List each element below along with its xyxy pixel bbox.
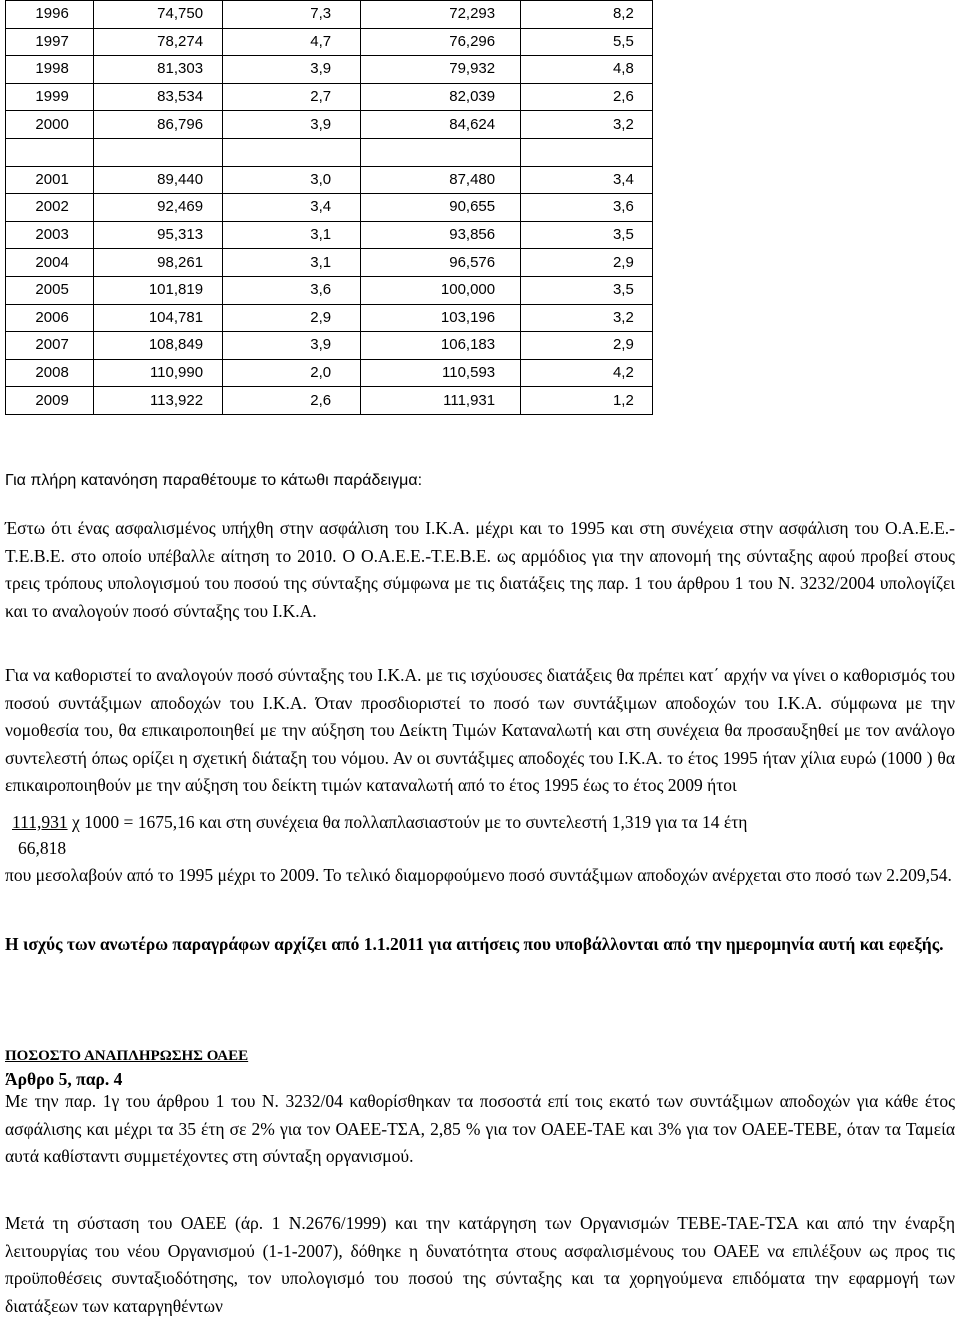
table-row [6,304,653,332]
table-cell [360,387,520,415]
table-cell-value: 3,4 [310,198,332,216]
table-cell-value: 2,6 [612,88,634,106]
table-cell-value: 110,593 [442,364,496,382]
table-cell-value: 104,781 [148,308,204,326]
table-row [6,28,653,56]
table-cell [222,387,360,415]
table-row [6,166,653,194]
table-cell [360,28,520,56]
table-cell [94,276,222,304]
table-cell [520,359,652,387]
table-cell [520,83,652,111]
table-cell [222,111,360,139]
table-cell [222,304,360,332]
table-cell-value: 2005 [35,281,69,299]
table-cell-value: 2003 [35,226,69,244]
table-cell-value: 8,2 [612,5,634,23]
table-cell [6,1,94,29]
table-cell [6,56,94,84]
table-row [6,56,653,84]
table-cell [6,83,94,111]
formula-numerator: 111,931 [12,812,68,832]
table-cell [94,83,222,111]
table-cell [222,332,360,360]
table-cell-value: 3,4 [612,170,634,188]
table-cell [94,387,222,415]
table-cell-value: 3,0 [310,170,332,188]
table-cell-value: 1999 [35,88,69,106]
table-cell [94,166,222,194]
table-cell-value: 78,274 [157,32,204,50]
example-paragraph: Έστω ότι ένας ασφαλισμένος υπήχθη στην ασφάλιση του Ι.Κ.Α. μέχρι και το 1995 και στη συνέχεια στην ασφάλιση του Ο.Α.Ε.Ε.-Τ.Ε.Β.Ε. στο οποίο υπέβαλλε αίτηση το 2010. Ο Ο.Α.Ε.Ε.-Τ.Ε.Β.Ε. ως αρμόδιος για την απονομή της σύνταξης αφού προβεί στους τρεις τρόπους υπολογισμού του ποσού της σύνταξης σύμφωνα με τις διατάξεις της παρ. 1 του άρθρου 1 του Ν. 3232/2004 υπολογίζει και το αναλογούν ποσό σύνταξης του Ι.Κ.Α. [5,518,955,621]
table-cell-value: 3,2 [612,115,634,133]
table-cell [520,28,652,56]
table-cell [222,1,360,29]
table-cell [6,111,94,139]
intro-text: Για πλήρη κατανόηση παραθέτουμε το κάτωθι παράδειγμα: [5,472,423,489]
table-cell-value: 3,5 [612,226,634,244]
table-row [6,387,653,415]
table-cell-value: 111,931 [443,391,496,409]
table-cell-value: 3,1 [310,253,332,271]
table-cell [360,166,520,194]
table-cell [520,194,652,222]
table-cell [222,194,360,222]
table-cell [94,111,222,139]
table-cell [520,276,652,304]
table-cell-value: 81,303 [157,60,204,78]
table-cell-value: 2,6 [310,391,332,409]
article-paragraph: Με την παρ. 1γ του άρθρου 1 του Ν. 3232/04 καθορίσθηκαν τα ποσοστά επί τοις εκατό των συντάξιμων αποδοχών για κάθε έτος ασφάλισης και μέχρι τα 35 έτη σε 2% για τον ΟΑΕΕ-ΤΣΑ, 2,85 % για τον ΟΑΕΕ-ΤΑΕ και 3% για τον ΟΑΕΕ-ΤΕΒΕ, όταν τα Ταμεία αυτά καθίσταντι συμμετέχοντες στη σύνταξη οργανισμού. [5,1091,955,1166]
table-cell [94,194,222,222]
table-cell-value: 2009 [35,391,69,409]
table-cell-value: 3,6 [612,198,634,216]
table-cell [94,221,222,249]
table-cell [520,111,652,139]
table-cell [6,194,94,222]
table-row [6,221,653,249]
table-cell [520,138,652,166]
table-cell-value: 87,480 [449,170,496,188]
table-cell [520,166,652,194]
table-cell-value: 3,9 [310,115,332,133]
table-row [6,111,653,139]
table-cell [222,276,360,304]
table-cell-value: 2001 [35,170,69,188]
table-cell [6,304,94,332]
table-cell-value: 79,932 [449,60,496,78]
calc-tail-paragraph: που μεσολαβούν από το 1995 μέχρι το 2009. Το τελικό διαμορφούμενο ποσό συντάξιμων αποδοχών ανέρχεται στο ποσό των 2.209,54. [5,865,952,885]
table-row [6,194,653,222]
table-cell [222,166,360,194]
table-cell [94,56,222,84]
table-cell [94,332,222,360]
table-cell [222,138,360,166]
table-cell [222,221,360,249]
table-cell-value: 2,0 [310,364,332,382]
table-row [6,276,653,304]
table-cell-value: 89,440 [157,170,204,188]
table-cell-value: 3,9 [310,336,332,354]
table-cell [360,194,520,222]
table-cell-value: 4,7 [310,32,332,50]
table-cell [520,56,652,84]
table-cell [520,387,652,415]
table-cell-value: 7,3 [310,5,332,23]
table-cell [520,221,652,249]
table-cell-value: 110,990 [149,364,204,382]
table-cell [520,249,652,277]
table-cell-value: 2002 [35,198,69,216]
table-cell-value: 101,819 [148,281,204,299]
table-cell-value: 2,9 [310,308,332,326]
table-row [6,83,653,111]
table-cell-value: 4,2 [612,364,634,382]
table-cell [360,138,520,166]
index-table-body [6,1,653,415]
table-cell [6,332,94,360]
table-cell-value: 2004 [35,253,69,271]
table-cell [360,56,520,84]
final-paragraph: Μετά τη σύσταση του ΟΑΕΕ (άρ. 1 Ν.2676/1999) και την κατάργηση των Οργανισμών ΤΕΒΕ-ΤΑΕ-ΤΣΑ και από την έναρξη λειτουργίας του νέου Οργανισμού (1-1-2007), δόθηκε η δυνατότητα στους ασφαλισμένους του ΟΑΕΕ να επιλέξουν ως προς τις προϋποθέσεις συνταξιοδότησης, τον υπολογισμό του ποσού της σύνταξης και τα χορηγούμενα επιδόματα την εφαρμογή των διατάξεων των καταργηθέντων [5,1213,955,1316]
table-cell-value: 1998 [35,60,69,78]
table-cell-value: 3,2 [612,308,634,326]
table-cell [360,1,520,29]
table-cell [6,221,94,249]
table-cell-value: 74,750 [157,5,204,23]
table-cell [520,304,652,332]
table-cell-value: 3,1 [310,226,332,244]
article-heading: Άρθρο 5, παρ. 4 [5,1069,123,1089]
table-cell [360,304,520,332]
table-cell [360,359,520,387]
table-cell-value: 106,183 [440,336,496,354]
table-cell-value: 92,469 [157,198,204,216]
table-cell [6,166,94,194]
table-cell [6,28,94,56]
table-cell-value: 2000 [35,115,69,133]
table-cell [94,138,222,166]
table-cell-value: 1,2 [612,391,634,409]
table-cell-value: 96,576 [449,253,496,271]
table-cell-value: 2,9 [612,336,634,354]
table-cell [360,83,520,111]
table-cell-value: 103,196 [440,308,496,326]
table-cell-value: 2,7 [310,88,332,106]
table-cell-value: 76,296 [449,32,496,50]
table-cell-value: 2008 [35,364,69,382]
table-cell [6,359,94,387]
calc-paragraph: Για να καθοριστεί το αναλογούν ποσό σύνταξης του Ι.Κ.Α. με τις ισχύουσες διατάξεις θα πρέπει κατ΄ αρχήν να γίνει ο καθορισμός του ποσού συντάξιμων αποδοχών του Ι.Κ.Α. Όταν προσδιοριστεί το ποσό των συντάξιμων αποδοχών του Ι.Κ.Α. σύμφωνα με την νομοθεσία του, θα επικαιροποιηθεί με την αύξηση του Δείκτη Τιμών Καταναλωτή και στη συνέχεια θα προσαυξηθεί με τον ανάλογο συντελεστή όπως ορίζει η σχετική διάταξη του νόμου. Αν οι συντάξιμες αποδοχές του Ι.Κ.Α. το έτος 1995 ήταν χίλια ευρώ (1000 ) θα επικαιροποιηθούν με την αύξηση του δείκτη τιμών καταναλωτή από το έτος 1995 έως το έτος 2009 ήτοι [5,665,955,795]
table-cell [360,276,520,304]
table-cell-value: 1996 [35,5,69,23]
table-cell-value: 108,849 [148,336,204,354]
table-cell [222,83,360,111]
table-cell [222,359,360,387]
table-cell-value: 5,5 [612,32,634,50]
table-cell [6,138,94,166]
table-cell [94,304,222,332]
table-cell-value: 83,534 [157,88,204,106]
formula-denominator: 66,818 [18,838,67,858]
index-table [5,0,653,415]
table-cell-value: 4,8 [612,60,634,78]
table-cell-value: 98,261 [157,253,204,271]
table-row [6,332,653,360]
table-cell-value: 2006 [35,308,69,326]
table-cell [222,28,360,56]
table-cell [6,249,94,277]
table-cell-value: 93,856 [449,226,496,244]
validity-paragraph: Η ισχύς των ανωτέρω παραγράφων αρχίζει από 1.1.2011 για αιτήσεις που υποβάλλονται από την ημερομηνία αυτή και εφεξής. [5,934,944,954]
table-cell [520,1,652,29]
table-cell-value: 84,624 [449,115,496,133]
table-cell [94,359,222,387]
table-cell [6,387,94,415]
table-cell [222,249,360,277]
table-cell-value: 113,922 [149,391,204,409]
table-cell [6,276,94,304]
table-cell [222,56,360,84]
table-cell-value: 86,796 [157,115,204,133]
formula-rest: χ 1000 = 1675,16 και στη συνέχεια θα πολλαπλασιαστούν με το συντελεστή 1,319 για τα 14 έτη [67,812,748,832]
section-title: ΠΟΣΟΣΤΟ ΑΝΑΠΛΗΡΩΣΗΣ ΟΑΕΕ [5,1048,249,1064]
table-row [6,1,653,29]
table-cell-value: 1997 [35,32,69,50]
table-cell [360,332,520,360]
table-cell [94,1,222,29]
table-cell-value: 2,9 [612,253,634,271]
table-cell [360,221,520,249]
table-row [6,249,653,277]
table-cell [360,249,520,277]
formula-line [12,812,747,833]
table-cell [360,111,520,139]
table-cell [520,332,652,360]
table-row [6,138,653,166]
table-cell-value: 100,000 [440,281,496,299]
table-row [6,359,653,387]
table-cell-value: 95,313 [157,226,204,244]
table-cell-value: 90,655 [449,198,496,216]
table-cell-value: 82,039 [449,88,496,106]
table-cell-value: 72,293 [449,5,496,23]
table-cell-value: 3,5 [612,281,634,299]
table-cell [94,249,222,277]
table-cell-value: 2007 [35,336,69,354]
table-cell [94,28,222,56]
table-cell-value: 3,6 [310,281,332,299]
table-cell-value: 3,9 [310,60,332,78]
